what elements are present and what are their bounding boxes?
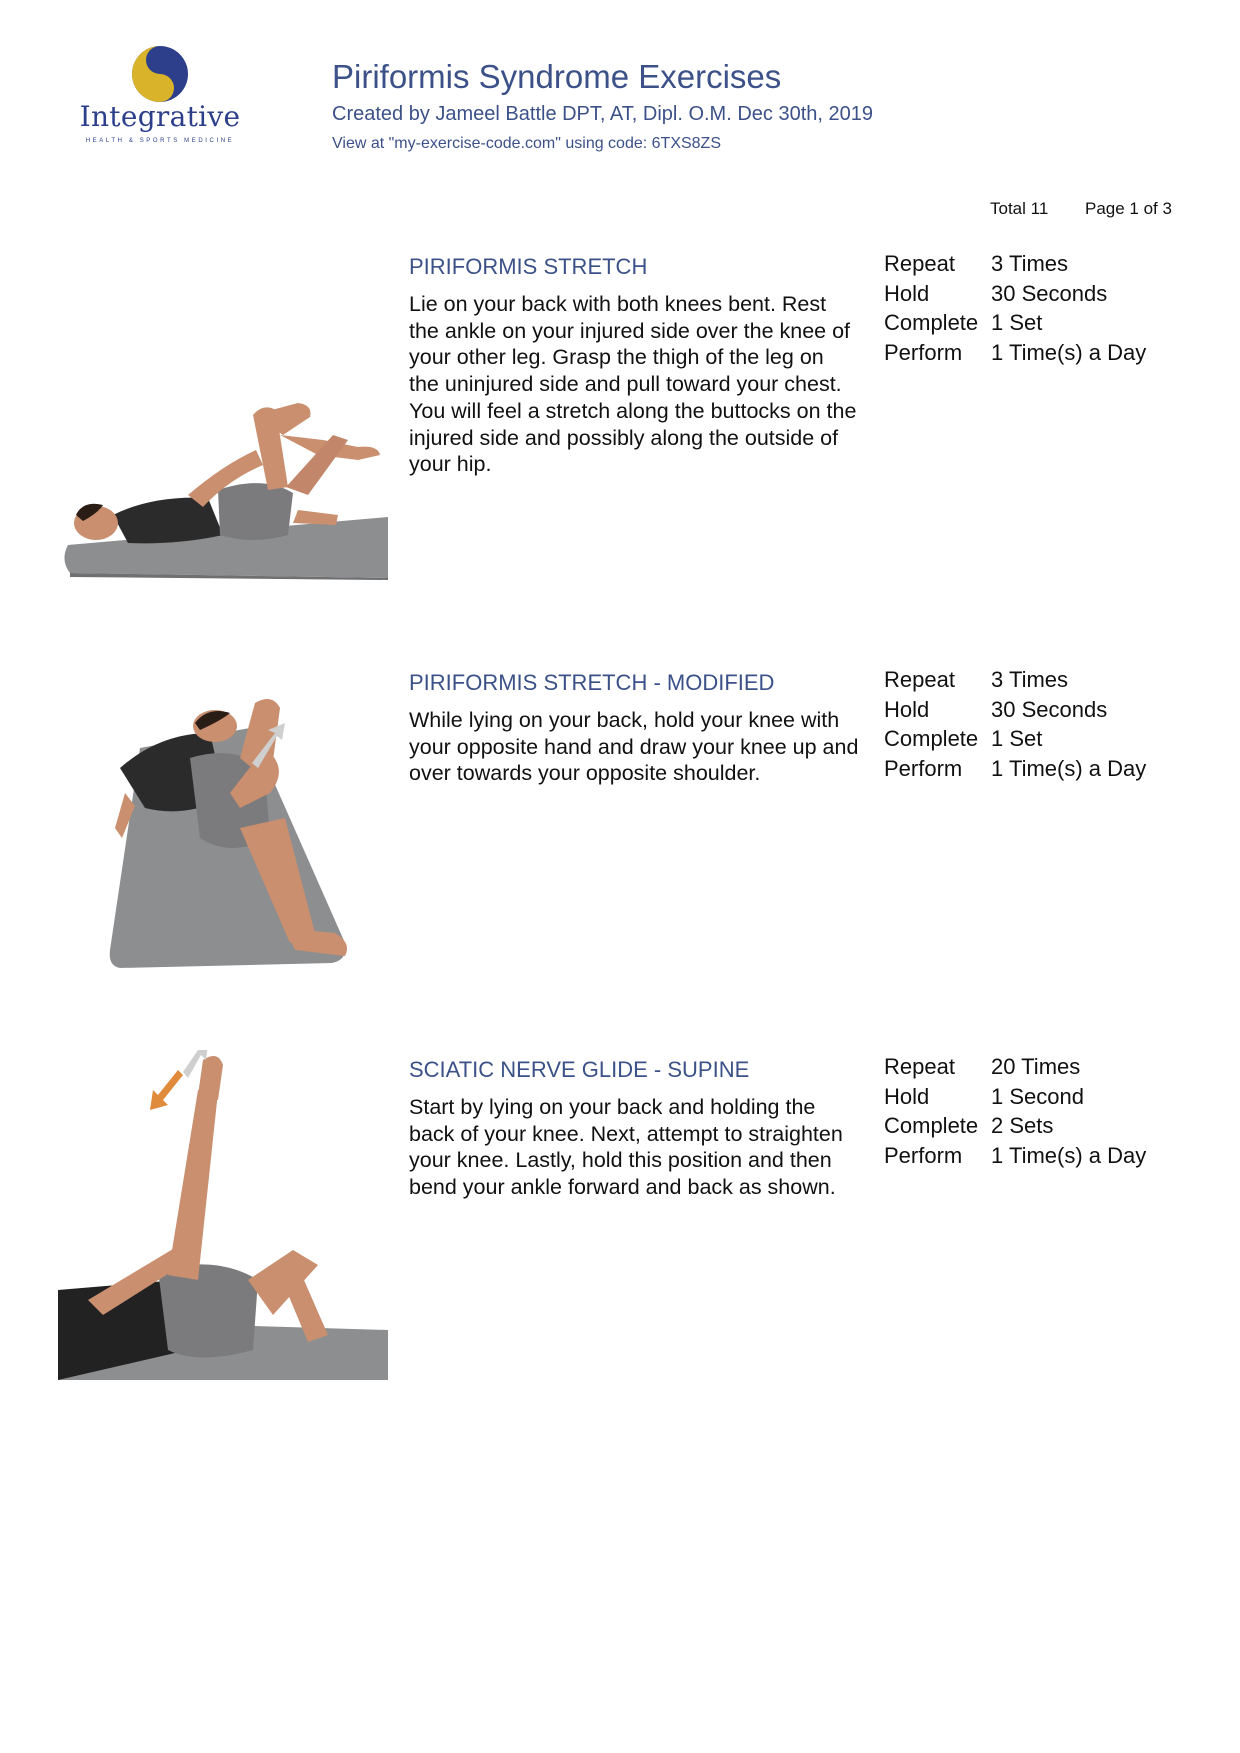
page-title: Piriformis Syndrome Exercises: [332, 58, 782, 95]
created-by-line: Created by Jameel Battle DPT, AT, Dipl. O.M. Dec 30th, 2019: [332, 103, 873, 125]
complete-label: Complete: [884, 726, 979, 751]
total-count: Total 11: [990, 199, 1049, 218]
repeat-value: 3 Times: [991, 251, 1069, 276]
exercise-photo: [100, 688, 360, 976]
complete-label: Complete: [884, 310, 979, 335]
view-code-line: View at "my-exercise-code.com" using code: 6TXS8ZS: [332, 135, 721, 152]
exercise-title: PIRIFORMIS STRETCH - MODIFIED: [409, 670, 775, 695]
hold-label: Hold: [884, 696, 930, 722]
exercise-photo: [58, 1050, 388, 1380]
exercise-description: Lie on your back with both knees bent. Rest the ankle on your injured side over the knee of your other leg. Grasp the thigh of the leg on the uninjured side and pull toward your chest. You will feel a stretch along the buttocks on the injured side and possibly along the outside of your hip.: [409, 292, 857, 477]
repeat-value: 20 Times: [991, 1054, 1081, 1079]
perform-value: 1 Time(s) a Day: [991, 755, 1147, 781]
perform-label: Perform: [884, 339, 963, 365]
perform-value: 1 Time(s) a Day: [991, 1142, 1147, 1168]
hold-value: 30 Seconds: [991, 280, 1108, 306]
hold-value: 1 Second: [991, 1083, 1084, 1109]
hold-label: Hold: [884, 280, 930, 306]
hold-value: 30 Seconds: [991, 696, 1108, 722]
complete-label: Complete: [884, 1113, 979, 1138]
perform-label: Perform: [884, 1142, 963, 1168]
integrative-logo: [70, 42, 250, 152]
repeat-value: 3 Times: [991, 667, 1069, 692]
exercise-description: While lying on your back, hold your knee with your opposite hand and draw your knee up and over towards your opposite shoulder.: [409, 708, 859, 786]
exercise-title: PIRIFORMIS STRETCH: [409, 254, 648, 279]
logo-tagline: HEALTH & SPORTS MEDICINE: [85, 138, 235, 144]
complete-value: 1 Set: [991, 726, 1043, 751]
page-number: Page 1 of 3: [1085, 199, 1172, 218]
logo-wordmark: Integrative: [79, 100, 241, 133]
yin-yang-logo-icon: [70, 42, 250, 102]
complete-value: 2 Sets: [991, 1113, 1054, 1138]
exercise-description: Start by lying on your back and holding the back of your knee. Next, attempt to straighten your knee. Lastly, hold this position and then bend your ankle forward and back as shown.: [409, 1095, 843, 1200]
exercise-photo: [58, 395, 388, 580]
complete-value: 1 Set: [991, 310, 1043, 335]
exercise-title: SCIATIC NERVE GLIDE - SUPINE: [409, 1057, 750, 1082]
perform-value: 1 Time(s) a Day: [991, 339, 1147, 365]
hold-label: Hold: [884, 1083, 930, 1109]
repeat-label: Repeat: [884, 1054, 955, 1079]
repeat-label: Repeat: [884, 667, 955, 692]
perform-label: Perform: [884, 755, 963, 781]
repeat-label: Repeat: [884, 251, 955, 276]
